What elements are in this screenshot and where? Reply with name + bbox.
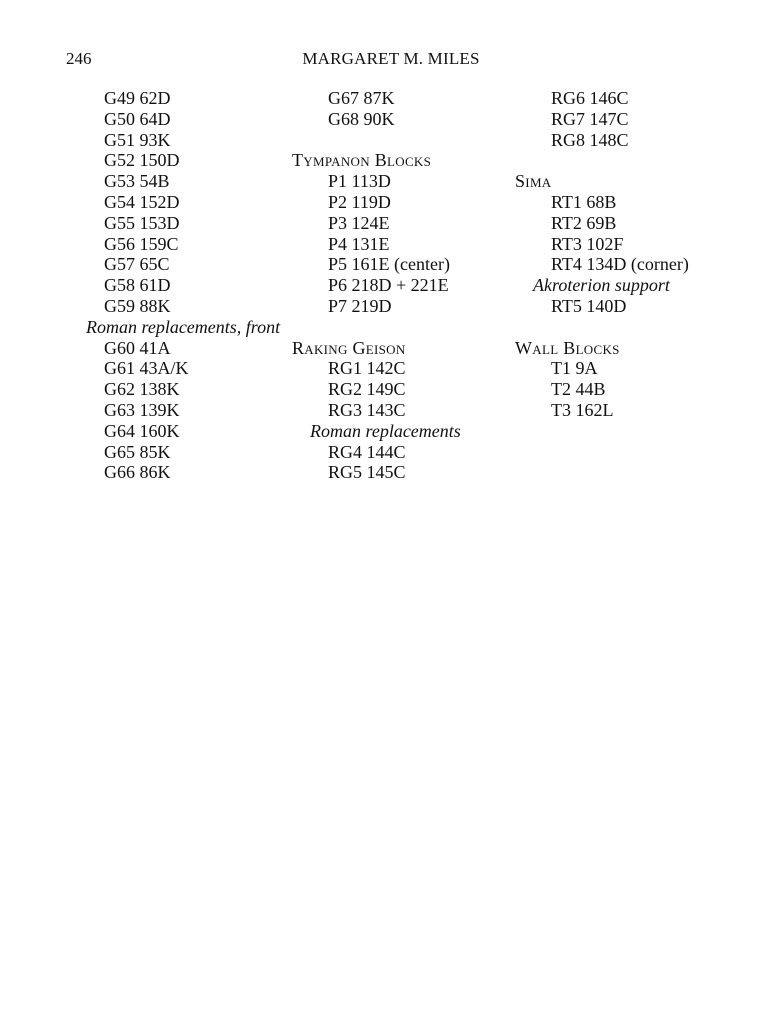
- list-item: G58 61D: [104, 275, 171, 296]
- list-item: RG3 143C: [328, 399, 406, 420]
- page-number: 246: [66, 49, 92, 68]
- list-item: RG5 145C: [328, 462, 406, 483]
- list-item: G67 87K: [328, 88, 395, 108]
- list-item: P5 161E (center): [328, 254, 450, 275]
- list-item: G64 160K: [104, 420, 180, 441]
- list-item: G63 139K: [104, 399, 180, 420]
- list-item: G68 90K: [328, 108, 395, 129]
- list-item: RG2 149C: [328, 379, 406, 400]
- list-item: G54 152D: [104, 191, 180, 212]
- list-item: RT1 68B: [551, 191, 617, 212]
- list-item: RG4 144C: [328, 441, 406, 462]
- list-item: RG1 142C: [328, 358, 406, 379]
- list-item: G57 65C: [104, 254, 170, 275]
- list-item: RG8 148C: [551, 129, 629, 150]
- list-item: G61 43A/K: [104, 358, 189, 379]
- section-heading: Raking Geison: [292, 337, 406, 358]
- list-item: G49 62D: [104, 88, 171, 108]
- section-heading: Wall Blocks: [515, 337, 620, 358]
- list-item: P2 119D: [328, 191, 391, 212]
- list-item: P7 219D: [328, 295, 392, 316]
- list-item: RT3 102F: [551, 233, 624, 254]
- list-item: G50 64D: [104, 108, 171, 129]
- list-item: P4 131E: [328, 233, 390, 254]
- running-head: MARGARET M. MILES: [302, 49, 480, 68]
- section-heading: Tympanon Blocks: [292, 150, 432, 171]
- column-1: [86, 88, 280, 483]
- list-item: RT4 134D (corner): [551, 254, 689, 275]
- list-item: G59 88K: [104, 295, 171, 316]
- list-item: G62 138K: [104, 379, 180, 400]
- list-item: P6 218D + 221E: [328, 275, 449, 296]
- list-item: G60 41A: [104, 337, 171, 358]
- subheading: Akroterion support: [533, 275, 670, 296]
- list-item: G65 85K: [104, 441, 171, 462]
- list-item: RT2 69B: [551, 212, 617, 233]
- list-item: T3 162L: [551, 399, 614, 420]
- list-item: G56 159C: [104, 233, 179, 254]
- list-item: G52 150D: [104, 150, 180, 171]
- column-3: [515, 88, 689, 421]
- subheading: Roman replacements: [310, 420, 461, 441]
- list-item: G66 86K: [104, 462, 171, 483]
- list-item: T1 9A: [551, 358, 598, 379]
- list-item: RG6 146C: [551, 88, 629, 108]
- section-heading: Sima: [515, 171, 552, 192]
- column-2: [292, 88, 461, 483]
- list-item: P3 124E: [328, 212, 390, 233]
- list-item: G55 153D: [104, 212, 180, 233]
- subheading: Roman replacements, front: [86, 316, 281, 337]
- list-item: G53 54B: [104, 171, 170, 192]
- list-item: G51 93K: [104, 129, 171, 150]
- list-item: RT5 140D: [551, 295, 627, 316]
- list-item: P1 113D: [328, 171, 391, 192]
- list-item: T2 44B: [551, 379, 606, 400]
- list-item: RG7 147C: [551, 108, 629, 129]
